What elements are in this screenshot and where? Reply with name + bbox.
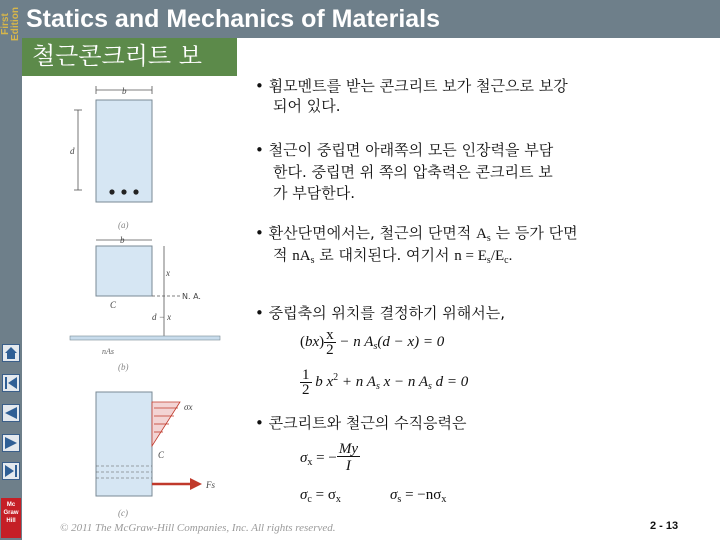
figure-c bbox=[96, 392, 215, 518]
figure-a-label: (a) bbox=[118, 220, 129, 230]
equation-4: $\sigma_c = \sigma_x$ bbox=[300, 487, 341, 505]
beam-figures bbox=[40, 80, 250, 520]
eq1-fraction: $\frac{x}{2}$ bbox=[326, 327, 334, 358]
equation-1: (bx) $\frac{x}{2}$ − n $A_s(d - x) = 0$ bbox=[300, 327, 445, 358]
figure-b bbox=[70, 235, 220, 372]
first-icon[interactable] bbox=[2, 374, 20, 392]
sigma-label-c: σx bbox=[184, 402, 193, 412]
bullet-2 bbox=[255, 140, 553, 161]
bullet-3-line-2a: 적 bbox=[273, 246, 293, 264]
width-label-a: b bbox=[122, 86, 127, 96]
equation-3: $\sigma_x$ = − $\frac{My}{I}$ bbox=[300, 441, 358, 474]
copyright-notice: © 2011 The McGraw-Hill Companies, Inc. All rights reserved. bbox=[60, 522, 336, 534]
equation-2: $\frac{1}{2}$ b $x^2 + n$ $A_s$ x − n $A_s$ d = 0 bbox=[302, 367, 469, 398]
bullet-1 bbox=[255, 76, 568, 97]
As-symbol: $A_s$ bbox=[476, 226, 491, 244]
eq3-fraction: $\frac{My}{I}$ bbox=[338, 441, 358, 474]
centroid-label-b: C bbox=[110, 300, 117, 310]
publisher-logo: Mc Graw Hill bbox=[1, 498, 21, 538]
nAs-symbol: $nA_s$ bbox=[292, 248, 315, 266]
bullet-3-line-2 bbox=[273, 245, 512, 270]
bullet-3-line-1b: 는 등가 단면 bbox=[490, 224, 578, 242]
subtitle-bar bbox=[22, 38, 237, 76]
bullet-1-line-2: 되어 있다. bbox=[273, 97, 341, 115]
neutral-axis-label: N. A. bbox=[182, 292, 201, 301]
force-s-label: Fs bbox=[206, 480, 215, 490]
depth-label-a: d bbox=[70, 146, 75, 156]
bullet-2-line-3: 가 부담한다. bbox=[273, 184, 355, 202]
slide-subtitle: 철근콘크리트 보 bbox=[32, 42, 202, 70]
bullet-4: • 중립축의 위치를 결정하기 위해서는, bbox=[255, 304, 506, 322]
edition-label bbox=[0, 0, 22, 44]
last-icon[interactable] bbox=[2, 462, 20, 480]
bullet-1-line-1: • 휨모멘트를 받는 콘크리트 보가 철근으로 보강 bbox=[255, 77, 568, 95]
figure-a bbox=[70, 86, 152, 230]
bullet-3-line-2b: 로 대치된다. 여기서 bbox=[314, 246, 455, 264]
bullet-2-line-2: 한다. 중립면 위 쪽의 압축력은 콘크리트 보 bbox=[273, 163, 553, 181]
width-label-b: b bbox=[120, 235, 125, 245]
eq2-fraction: $\frac{1}{2}$ bbox=[302, 367, 310, 398]
equation-5: $\sigma_s = -n\sigma_x$ bbox=[390, 487, 447, 505]
slide-title: Statics and Mechanics of Materials bbox=[26, 5, 441, 33]
page-number: 2 - 13 bbox=[650, 520, 679, 532]
modular-ratio: $n = E_s/E_c$. bbox=[454, 248, 513, 266]
edition-text: First Edition bbox=[0, 7, 21, 41]
left-sidebar bbox=[0, 0, 22, 540]
bullet-2-line-1: • 철근이 중립면 아래쪽의 모든 인장력을 부담 bbox=[255, 141, 554, 159]
figure-c-label: (c) bbox=[118, 508, 128, 518]
title-bar bbox=[22, 0, 720, 38]
previous-icon[interactable] bbox=[2, 404, 20, 422]
d-minus-x-label: d − x bbox=[152, 312, 172, 322]
bullet-3-line-1a: • 환산단면에서는, 철근의 단면적 bbox=[255, 224, 477, 242]
home-icon[interactable] bbox=[2, 344, 20, 362]
force-c-label: C bbox=[158, 450, 165, 460]
figure-b-label: (b) bbox=[118, 362, 129, 372]
bullet-5: • 콘크리트와 철근의 수직응력은 bbox=[255, 414, 467, 432]
nAs-label: nAs bbox=[102, 347, 114, 356]
x-label-b: x bbox=[166, 268, 170, 278]
beam-diagram bbox=[40, 80, 250, 520]
next-icon[interactable] bbox=[2, 434, 20, 452]
